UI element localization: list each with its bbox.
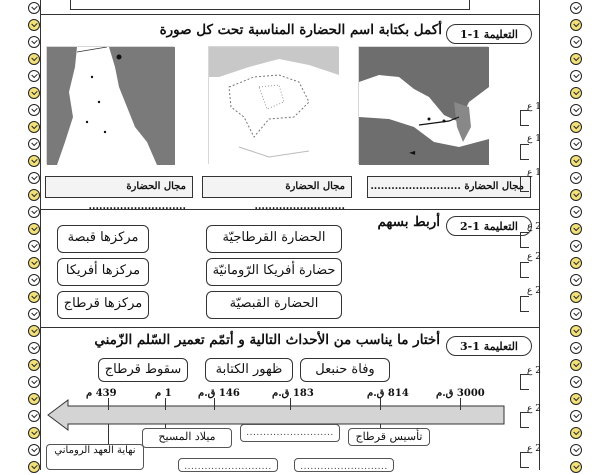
border-ring-icon <box>28 444 40 456</box>
border-ring-icon <box>28 155 40 167</box>
border-ring-icon <box>570 240 582 252</box>
score-bracket <box>520 452 529 468</box>
border-ring-icon <box>570 308 582 320</box>
border-ring-icon <box>570 104 582 116</box>
tick-814 <box>380 398 381 410</box>
civilization-box-2: حضارة أفريكا الرّومانيّة <box>206 258 342 286</box>
score-label: 2 ع <box>527 404 541 414</box>
map-image-left <box>46 46 174 164</box>
date-3000: 3000 ق.م <box>436 388 485 399</box>
section1-tag: التعليمة 1-1 <box>446 24 532 44</box>
border-ring-icon <box>570 359 582 371</box>
caption-left: مجال الحضارة ............................ <box>45 176 193 198</box>
border-ring-icon <box>570 70 582 82</box>
map-image-center <box>208 46 338 164</box>
timeline-box-jesus-birth: ميلاد المسيح <box>142 428 232 448</box>
border-ring-icon <box>570 393 582 405</box>
score-label: 1 ع <box>527 102 541 112</box>
border-ring-icon <box>570 342 582 354</box>
score-bracket <box>520 374 529 390</box>
score-bracket <box>520 144 529 160</box>
tick-1 <box>165 398 166 410</box>
border-ring-icon <box>28 2 40 14</box>
timeline-box-founding: تأسيس قرطاج <box>348 428 430 446</box>
border-ring-icon <box>28 121 40 133</box>
border-ring-icon <box>28 359 40 371</box>
border-ring-icon <box>28 393 40 405</box>
border-ring-icon <box>570 138 582 150</box>
map-image-right <box>358 46 488 164</box>
section2-instruction: أربط بسهم <box>377 214 440 230</box>
border-ring-icon <box>570 53 582 65</box>
timeline-box-blank-3: .......................... <box>294 458 394 472</box>
border-ring-icon <box>28 376 40 388</box>
border-ring-icon <box>570 444 582 456</box>
border-ring-icon <box>570 223 582 235</box>
score-bracket <box>520 296 529 312</box>
center-box-2: مركزها أفريكا <box>57 258 149 286</box>
tick-146 <box>214 398 215 410</box>
tick-183 <box>290 398 291 410</box>
section2-tag: التعليمة 1-2 <box>446 216 532 236</box>
border-ring-icon <box>28 223 40 235</box>
civilization-box-1: الحضارة القرطاجيّة <box>206 225 342 253</box>
border-ring-icon <box>28 274 40 286</box>
border-ring-icon <box>570 376 582 388</box>
border-ring-icon <box>570 155 582 167</box>
civilization-box-3: الحضارة القبصيّة <box>206 291 342 319</box>
border-ring-icon <box>28 36 40 48</box>
border-ring-icon <box>28 427 40 439</box>
border-ring-icon <box>28 461 40 473</box>
score-bracket <box>520 262 529 278</box>
border-ring-icon <box>28 70 40 82</box>
score-label: 2 ع <box>527 444 541 454</box>
border-ring-icon <box>570 274 582 286</box>
date-439: 439 م <box>86 388 117 399</box>
tick-439 <box>108 398 109 410</box>
timeline-box-roman-end: نهاية العهد الروماني <box>46 444 144 470</box>
caption-center: مجال الحضارة .......................... <box>202 176 352 198</box>
top-strip <box>70 0 470 10</box>
border-ring-icon <box>570 87 582 99</box>
divider-2 <box>40 327 540 328</box>
border-ring-icon <box>570 19 582 31</box>
section3-instruction: أختار ما يناسب من الأحداث التالية و أتمّم تعمير السّلم الزّمني <box>94 332 440 348</box>
tick-3000 <box>460 398 461 410</box>
date-146: 146 ق.م <box>198 388 240 399</box>
score-label: 2 ع <box>527 222 541 232</box>
border-ring-icon <box>28 206 40 218</box>
center-box-1: مركزها قبصة <box>57 225 149 253</box>
timeline-box-blank-1: .......................... <box>240 424 340 442</box>
score-label: 2 ع <box>527 252 541 262</box>
border-ring-icon <box>570 121 582 133</box>
event-box-3: سقوط قرطاج <box>98 358 188 382</box>
score-bracket <box>520 232 529 248</box>
border-ring-icon <box>570 206 582 218</box>
divider-top <box>40 14 540 15</box>
section1-instruction: أكمل بكتابة اسم الحضارة المناسبة تحت كل صورة <box>159 22 442 38</box>
score-bracket <box>520 176 529 192</box>
border-ring-icon <box>570 36 582 48</box>
border-ring-icon <box>28 257 40 269</box>
event-box-2: ظهور الكتابة <box>205 358 293 382</box>
border-ring-icon <box>570 325 582 337</box>
svg-text:◄: ◄ <box>409 148 416 157</box>
border-ring-icon <box>28 291 40 303</box>
border-ring-icon <box>28 172 40 184</box>
border-ring-icon <box>28 104 40 116</box>
border-ring-icon <box>570 2 582 14</box>
border-ring-icon <box>28 308 40 320</box>
score-bracket <box>520 412 529 428</box>
event-box-1: وفاة حنبعل <box>300 358 390 382</box>
border-ring-icon <box>28 189 40 201</box>
caption-right: مجال الحضارة .......................... <box>367 176 531 198</box>
border-ring-icon <box>28 240 40 252</box>
border-ring-icon <box>28 342 40 354</box>
border-ring-icon <box>28 325 40 337</box>
date-183: 183 ق.م <box>272 388 314 399</box>
border-ring-icon <box>570 257 582 269</box>
connector-439 <box>108 424 109 444</box>
center-box-3: مركزها قرطاج <box>57 291 149 319</box>
score-label: 1 ع <box>527 168 541 178</box>
border-ring-icon <box>28 19 40 31</box>
border-ring-icon <box>28 53 40 65</box>
score-bracket <box>520 110 529 126</box>
border-ring-icon <box>28 87 40 99</box>
border-ring-icon <box>570 172 582 184</box>
score-label: 1 ع <box>527 134 541 144</box>
border-ring-icon <box>570 410 582 422</box>
border-ring-icon <box>570 461 582 473</box>
border-ring-icon <box>570 291 582 303</box>
border-ring-icon <box>570 427 582 439</box>
date-814: 814 ق.م <box>367 388 409 399</box>
border-ring-icon <box>570 189 582 201</box>
score-label: 2 ع <box>527 286 541 296</box>
date-1: 1 م <box>155 388 172 399</box>
section3-tag: التعليمة 1-3 <box>446 336 532 356</box>
score-label: 2 ع <box>527 366 541 376</box>
border-ring-icon <box>28 410 40 422</box>
timeline-box-blank-2: .......................... <box>178 458 278 472</box>
border-ring-icon <box>28 138 40 150</box>
